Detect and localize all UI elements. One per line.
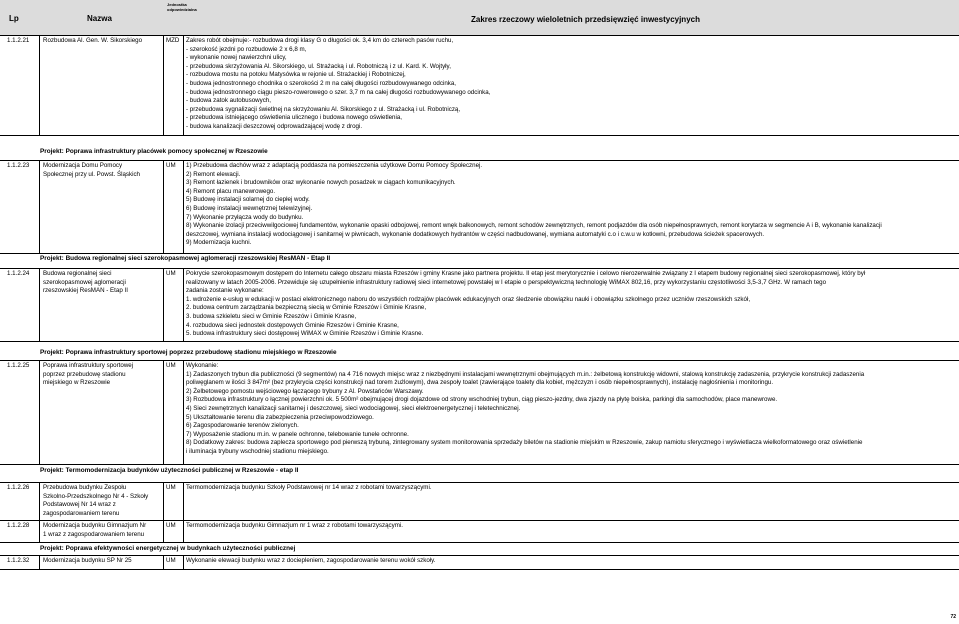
row-zakres-line: 2. budowa centrum zarządzania bezpieczną siecią w Gminie Rzeszów i Gminie Krasne, [186, 304, 427, 312]
column-divider [39, 482, 40, 520]
row-nazwa: poprzez przebudowę stadionu [43, 370, 126, 378]
column-divider [39, 555, 40, 569]
page-number: 72 [950, 614, 956, 620]
row-nazwa: Społecznej przy ul. Powst. Śląskich [43, 170, 140, 178]
row-zakres-line: 8) Wykonanie izolacji przeciwwilgociowej fundamentów, wykonanie opaski odbojowej, remont wnęk balkonowych, remont schodów zewnętrznych, remont podjazdów dla osób niepełnosprawnych, remont korytarza w segmencie A i B, wykonanie kanalizacji [186, 222, 882, 230]
row-divider [0, 360, 959, 361]
row-zakres-line: - przebudowa sygnalizacji świetlnej na skrzyżowaniu Al. Sikorskiego z ul. Strażacką i ul. Robotniczą, [186, 105, 461, 113]
row-zakres-line: Termomodernizacja budynku Gimnazjum nr 1 wraz z robotami towarzyszącymi. [186, 522, 403, 529]
row-zakres-line: 7) Wykonanie przyłącza wody do budynku. [186, 213, 304, 221]
row-divider [0, 555, 959, 556]
row-zakres-line: - budowa zatok autobusowych, [186, 97, 271, 105]
row-zakres-line: deszczowej, wymiana instalacji wodociągowej i sanitarnej w piwnicach, wykonanie dodatkowych hydrantów w części nadbudowanej, wymiana automatyki c.o i c.w.u w kotłowni, przebudowa ścieżek spacerowych. [186, 230, 765, 238]
row-zakres-line: 3) Remont łazienek i brudowników oraz wykonanie nowych posadzek w ciągach komunikacyjnych. [186, 179, 456, 187]
column-divider [39, 268, 40, 341]
column-divider [183, 160, 184, 253]
row-zakres-line: i iluminacja trybuny wschodniej stadionu miejskiego. [186, 448, 329, 455]
header-nazwa: Nazwa [87, 14, 112, 23]
row-zakres-line: - przebudowa istniejącego oświetlenia ulicznego i budowa nowego oświetlenia, [186, 114, 403, 122]
row-lp: 1.1.2.32 [7, 557, 30, 564]
row-nazwa: Podstawowej Nr 14 wraz z [43, 501, 116, 509]
column-divider [163, 520, 164, 542]
row-jednostka: UM [166, 522, 176, 529]
column-divider [39, 35, 40, 135]
column-divider [183, 360, 184, 464]
row-nazwa: rzeszowskiej ResMAN - Etap II [43, 287, 128, 295]
row-jednostka: UM [166, 484, 176, 491]
row-divider [0, 160, 959, 161]
project-title: Projekt: Poprawa infrastruktury placówek pomocy społecznej w Rzeszowie [40, 148, 268, 155]
column-divider [163, 268, 164, 341]
column-divider [183, 35, 184, 135]
project-title: Projekt: Poprawa efektywności energetycznej w budynkach użyteczności publicznej [40, 545, 296, 552]
row-nazwa: Modernizacja budynku SP Nr 25 [43, 557, 132, 564]
column-divider [183, 555, 184, 569]
column-divider [163, 160, 164, 253]
header-lp: Lp [9, 14, 19, 23]
column-divider [163, 555, 164, 569]
header-jednostka: Jednostka odpowiedzialna [167, 2, 197, 12]
row-zakres-line: 9) Modernizacja kuchni. [186, 239, 252, 247]
column-divider [163, 482, 164, 520]
row-zakres-line: realizowany w latach 2005-2006. Przewiduje się uzupełnienie infrastruktury radiowej sieci internetowej powstałej w I etapie o perspektywiczną technologię WiMAX 802,16, przy wykorzystaniu częstotliwości 3,5-3,7 GHz. W ramach tego [186, 278, 827, 286]
row-zakres-line: 6) Zagospodarowanie terenów zielonych. [186, 422, 299, 430]
row-zakres-line: 8) Dodatkowy zakres: budowa zaplecza sportowego pod pierwszą trybuną, zintegrowany system monitorowania sprzedaży biletów na stadionie miejskim w Rzeszowie, zakup namiotu sferycznego i wyświetlacza wielkoformatowego oraz oświetlenie [186, 439, 863, 447]
row-zakres-line: 4) Sieci zewnętrznych kanalizacji sanitarnej i deszczowej, sieci wodociągowej, sieci elektroenergetycznej i teletechnicznej. [186, 405, 521, 412]
row-jednostka: MZD [166, 37, 180, 44]
row-lp: 1.1.2.23 [7, 162, 30, 169]
column-divider [163, 35, 164, 135]
row-zakres-line: Zakres robót obejmuje:- rozbudowa drogi klasy G o długości ok. 3,4 km do czterech pasów ruchu, [186, 37, 454, 44]
row-jednostka: UM [166, 557, 176, 564]
row-zakres-line: 3. budowa szkieletu sieci w Gminie Rzeszów i Gminie Krasne, [186, 313, 357, 320]
row-zakres-line: - wykonanie nowej nawierzchni ulicy, [186, 54, 287, 62]
row-divider [0, 482, 959, 483]
row-lp: 1.1.2.25 [7, 362, 30, 369]
row-divider [0, 35, 959, 36]
row-nazwa: Przebudowa budynku Zespołu [43, 484, 127, 491]
row-lp: 1.1.2.21 [7, 37, 30, 44]
row-divider [0, 253, 959, 254]
row-zakres-line: 3) Rozbudowa infrastruktury o łącznej powierzchni ok. 5 500m² obejmującej drogi dojazdowe od strony wschodniej trybun, ciąg pieszo-jezdny, dwa zjazdy na płytę boiska, parkingi dla samochodów, place manewrowe. [186, 396, 778, 404]
row-nazwa: Modernizacja budynku Gimnazjum Nr [43, 522, 147, 529]
row-divider [0, 520, 959, 521]
row-nazwa: Rozbudowa Al. Gen. W. Sikorskiego [43, 37, 143, 44]
row-zakres-line: 2) Żelbetowego pomostu wejściowego łączącego trybuny z Al. Powstańców Warszawy. [186, 387, 424, 395]
row-zakres-line: - budowa jednostronnego chodnika o szerokości 2 m na całej długości rozbudowywanego odcinka, [186, 80, 457, 87]
row-nazwa: Poprawa infrastruktury sportowej [43, 362, 134, 369]
row-nazwa: Szkolno-Przedszkolnego Nr 4 - Szkoły [43, 492, 149, 500]
row-zakres-line: poliwęglanem w ilości 3 847m² (bez przykrycia części konstrukcji nad torem żużlowym), dwa zespoły toalet (zawierające toalety dla kobiet, mężczyzn i osób niepełnosprawnych), instalację nagłośnienia i monitoringu. [186, 379, 774, 387]
row-zakres-line: 1) Zadaszonych trybun dla publiczności (9 segmentów) na 4 716 nowych miejsc wraz z niezbędnymi instalacjami wewnętrznymi obejmujących m.in.: żelbetową konstrukcję widowni, stalową konstrukcję zadaszenia, przykrycie konstrukcji zadaszenia [186, 370, 865, 378]
row-zakres-line: Pokrycie szerokopasmowym dostępem do Internetu całego obszaru miasta Rzeszów i gminy Krasne jako partnera projektu. II etap jest merytorycznie i celowo nierozerwalnie związany z I etapem budowy regionalnej sieci szerokopasmowej, który był [186, 270, 866, 277]
row-zakres-line: Wykonanie: [186, 362, 219, 369]
row-zakres-line: zadania zostanie wykonane: [186, 287, 264, 295]
project-title: Projekt: Termomodernizacja budynków użyteczności publicznej w Rzeszowie - etap II [40, 467, 299, 474]
row-zakres-line: 5. budowa infrastruktury sieci dostępowej WiMAX w Gminie Rzeszów i Gminie Krasne. [186, 330, 424, 338]
row-zakres-line: 2) Remont elewacji. [186, 170, 241, 178]
row-zakres-line: Termomodernizacja budynku Szkoły Podstawowej nr 14 wraz z robotami towarzyszącymi. [186, 484, 432, 491]
header-zakres: Zakres rzeczowy wieloletnich przedsięwzięć inwestycyjnych [471, 15, 700, 24]
row-zakres-line: Wykonanie elewacji budynku wraz z dociepleniem, zagospodarowanie terenu wokół szkoły. [186, 557, 436, 564]
column-divider [163, 360, 164, 464]
row-divider [0, 341, 959, 342]
row-zakres-line: 5) Budowę instalacji solarnej do ciepłej wody. [186, 196, 310, 204]
row-nazwa: 1 wraz z zagospodarowaniem terenu [43, 530, 145, 538]
row-zakres-line: 1) Przebudowa dachów wraz z adaptacją poddasza na pomieszczenia użytkowe Domu Pomocy Społecznej. [186, 162, 483, 169]
column-divider [39, 520, 40, 542]
row-lp: 1.1.2.26 [7, 484, 30, 491]
row-lp: 1.1.2.24 [7, 270, 30, 277]
column-divider [39, 360, 40, 464]
row-zakres-line: 1. wdrożenie e-usług w edukacji w postaci elektronicznego naboru do wszystkich rodzajów placówek edukacyjnych oraz śledzenie obowiązku nauki i obowiązku szkolnego przez uczniów rzeszowskich szkół, [186, 295, 751, 303]
project-title: Projekt: Budowa regionalnej sieci szerokopasmowej aglomeracji rzeszowskiej ResMAN - Etap II [40, 255, 331, 262]
row-divider [0, 542, 959, 543]
column-divider [183, 520, 184, 542]
row-jednostka: UM [166, 362, 176, 369]
row-zakres-line: 4. rozbudowa sieci jednostek dostępowych Gminie Rzeszów i Gminie Krasne, [186, 321, 399, 329]
row-divider [0, 135, 959, 136]
row-zakres-line: - rozbudowa mostu na potoku Matysówka w rejonie ul. Strażackiej i Robotniczej, [186, 71, 406, 79]
project-title: Projekt: Poprawa infrastruktury sportowej poprzez przebudowę stadionu miejskiego w Rzeszowie [40, 349, 337, 356]
row-zakres-line: - szerokość jezdni po rozbudowie 2 x 6,8 m, [186, 45, 307, 53]
row-lp: 1.1.2.28 [7, 522, 30, 529]
column-divider [39, 160, 40, 253]
row-zakres-line: 6) Budowę instalacji wewnętrznej telewizyjnej. [186, 205, 313, 212]
row-divider [0, 569, 959, 570]
row-divider [0, 268, 959, 269]
row-jednostka: UM [166, 162, 176, 169]
row-zakres-line: 5) Ukształtowanie terenu dla zabezpieczenia przeciwpowodziowego. [186, 413, 374, 421]
row-nazwa: zagospodarowaniem terenu [43, 509, 120, 517]
row-jednostka: UM [166, 270, 176, 277]
column-divider [183, 482, 184, 520]
row-zakres-line: - budowa jednostronnego ciągu pieszo-rowerowego o szer. 3,7 m na całej długości rozbudowywanego odcinka, [186, 88, 491, 96]
row-divider [0, 464, 959, 465]
row-zakres-line: 4) Remont placu manewrowego. [186, 187, 276, 195]
row-nazwa: Budowa regionalnej sieci [43, 270, 112, 277]
table-header [0, 0, 959, 35]
row-nazwa: szerokopasmowej aglomeracji [43, 278, 126, 286]
column-divider [183, 268, 184, 341]
row-nazwa: miejskiego w Rzeszowie [43, 379, 111, 387]
row-zakres-line: 7) Wyposażenie stadionu m.in. w panele ochronne, telebowanie tunele ochronne. [186, 430, 409, 438]
row-nazwa: Modernizacja Domu Pomocy [43, 162, 123, 169]
row-zakres-line: - przebudowa skrzyżowania Al. Sikorskiego, ul. Strażacką i ul. Robotniczą i z ul. Kard. K. Wojtyły, [186, 62, 451, 70]
row-zakres-line: - budowa kanalizacji deszczowej odprowadzającej wodę z drogi. [186, 123, 363, 130]
